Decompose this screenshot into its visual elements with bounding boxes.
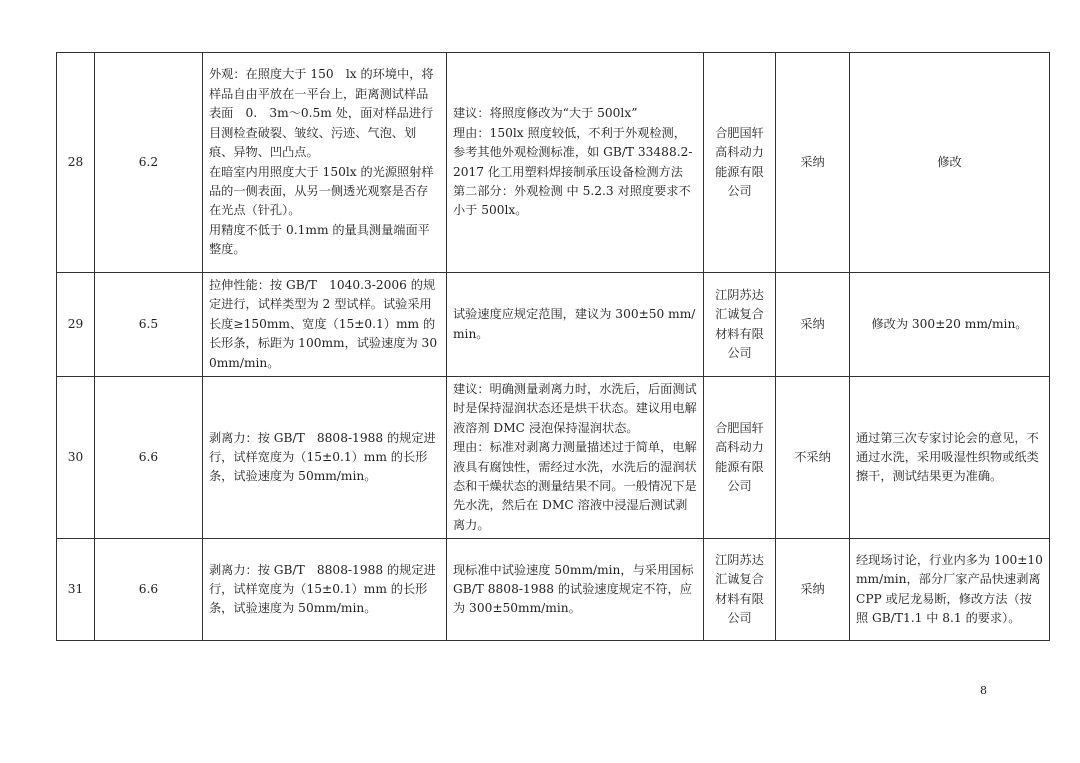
row-number: 29 [57,273,95,377]
table-row [57,273,1050,377]
handling-result: 采纳 [776,539,850,641]
suggestion-paragraph: 建议：明确测量剥离力时，水洗后，后面测试时是保持湿润状态还是烘干状态。建议用电解液溶剂 DMC 浸泡保持湿润状态。 [453,382,697,435]
clause-content [203,273,447,377]
clause-number: 6.2 [95,53,203,273]
content-paragraph: 在暗室内用照度大于 150lx 的光源照射样品的一侧表面，从另一侧透光观察是否存在光点（针孔）。 [209,164,434,218]
clause-content [203,377,447,539]
suggestion-paragraph: 现标准中试验速度 50mm/min，与采用国标 GB/T 8808-1988 的试验速度规定不符，应为 300±50mm/min。 [453,562,694,616]
content-paragraph: 外观：在照度大于 150 lx 的环境中，将样品自由平放在一平台上，距离测试样品表面 0. 3m～0.5m 处，面对样品进行目测检查破裂、皱纹、污迹、气泡、划痕、异物、凹凸点。 [209,67,434,160]
table-row [57,53,1050,273]
suggestion [447,539,704,641]
content-paragraph: 剥离力：按 GB/T 8808-1988 的规定进行，试样宽度为（15±0.1）mm 的长形条，试验速度为 50mm/min。 [209,562,436,616]
clause-number: 6.5 [95,273,203,377]
suggestion-paragraph: 理由：150lx 照度较低，不利于外观检测，参考其他外观检测标准，如 GB/T 33488.2-2017 化工用塑料焊接制承压设备检测方法 第二部分：外观检测 中 5.2.3 对照度要求不小于 500lx。 [453,125,696,218]
handling-decision: 通过第三次专家讨论会的意见，不通过水洗，采用吸湿性织物或纸类擦干，测试结果更为准确。 [850,377,1050,539]
proposing-unit: 江阴苏达汇诚复合材料有限公司 [704,273,776,377]
clause-number: 6.6 [95,377,203,539]
page-number: 8 [980,684,987,697]
handling-result: 采纳 [776,53,850,273]
suggestion [447,377,704,539]
row-number: 30 [57,377,95,539]
table-row [57,539,1050,641]
table-row [57,377,1050,539]
handling-decision: 修改为 300±20 mm/min。 [850,273,1050,377]
handling-decision: 经现场讨论，行业内多为 100±10mm/min，部分厂家产品快速剥离 CPP 或尼龙易断，修改方法（按照 GB/T1.1 中 8.1 的要求）。 [850,539,1050,641]
comments-table [56,52,1050,641]
suggestion-paragraph: 试验速度应规定范围，建议为 300±50 mm/min。 [453,307,696,341]
content-paragraph: 用精度不低于 0.1mm 的量具测量端面平整度。 [209,222,430,257]
suggestion [447,53,704,273]
content-paragraph: 拉伸性能：按 GB/T 1040.3-2006 的规定进行，试样类型为 2 型试样。试验采用长度≥150mm、宽度（15±0.1）mm 的长形条，标距为 100mm，试验速度为 300mm/min。 [209,278,438,370]
suggestion [447,273,704,377]
handling-decision: 修改 [850,53,1050,273]
clause-number: 6.6 [95,539,203,641]
suggestion-paragraph: 建议：将照度修改为“大于 500lx” [453,106,638,121]
proposing-unit: 合肥国轩高科动力能源有限公司 [704,377,776,539]
row-number: 28 [57,53,95,273]
clause-content [203,539,447,641]
proposing-unit: 江阴苏达汇诚复合材料有限公司 [704,539,776,641]
handling-result: 不采纳 [776,377,850,539]
content-paragraph: 剥离力：按 GB/T 8808-1988 的规定进行，试样宽度为（15±0.1）mm 的长形条，试验速度为 50mm/min。 [209,430,436,484]
clause-content [203,53,447,273]
handling-result: 采纳 [776,273,850,377]
proposing-unit: 合肥国轩高科动力能源有限公司 [704,53,776,273]
suggestion-paragraph: 理由：标准对剥离力测量描述过于简单，电解液具有腐蚀性，需经过水洗，水洗后的湿润状态和干燥状态的测量结果不同。一般情况下是先水洗，然后在 DMC 溶液中浸湿后测试剥离力。 [453,440,697,532]
row-number: 31 [57,539,95,641]
